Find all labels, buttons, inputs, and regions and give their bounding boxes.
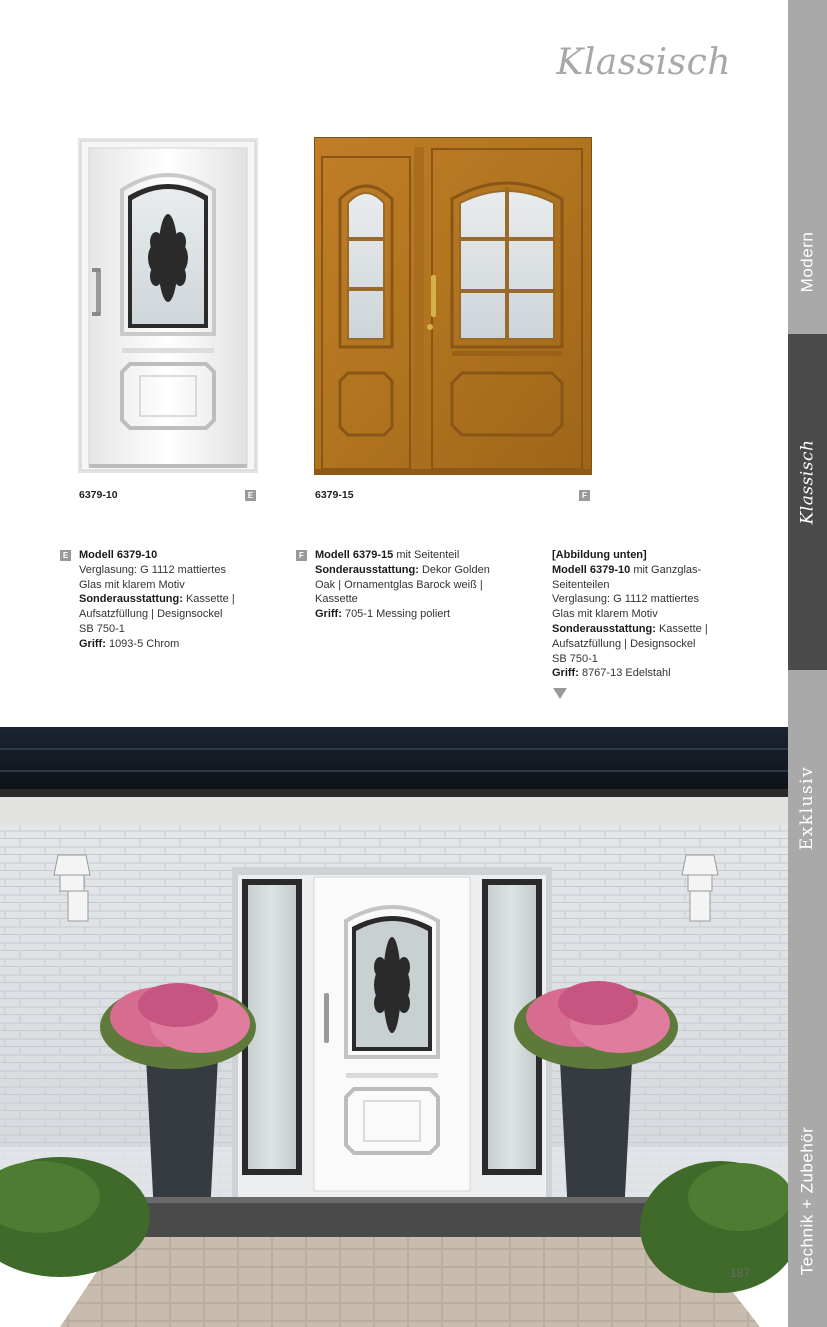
product-code-6379-15: 6379-15 bbox=[315, 489, 354, 501]
glazing-line: Glas mit klarem Motiv bbox=[79, 578, 185, 591]
handle-label: Griff: bbox=[79, 637, 106, 650]
house-entrance-photo bbox=[0, 727, 788, 1327]
glazing-line: Verglasung: G 1112 mattiertes bbox=[79, 563, 226, 576]
extras-line: Aufsatzfüllung | Designsockel bbox=[552, 637, 696, 650]
model-label: Modell 6379-15 bbox=[315, 549, 394, 561]
model-label: Modell 6379-10 bbox=[79, 549, 158, 561]
sidebar-tab-klassisch[interactable] bbox=[788, 334, 827, 670]
model-suffix: mit Seitenteil bbox=[393, 549, 460, 561]
description-6379-15 bbox=[315, 548, 490, 622]
extras-label: Sonderausstattung: bbox=[79, 593, 183, 606]
door-image-6379-15 bbox=[314, 137, 592, 475]
extras-text: Kassette | bbox=[182, 593, 235, 606]
handle-label: Griff: bbox=[552, 667, 579, 680]
desc-badge-f: F bbox=[296, 550, 307, 561]
note-label: [Abbildung unten] bbox=[552, 549, 647, 561]
model-suffix: mit Ganzglas- bbox=[630, 563, 702, 576]
extras-text: Dekor Golden bbox=[418, 563, 490, 576]
extras-line: Aufsatzfüllung | Designsockel bbox=[79, 608, 223, 621]
extras-line: Oak | Ornamentglas Barock weiß | bbox=[315, 578, 483, 591]
glazing-line: Glas mit klarem Motiv bbox=[552, 608, 658, 621]
product-badge: E bbox=[245, 490, 256, 501]
handle-text: 705-1 Messing poliert bbox=[341, 608, 451, 621]
page-title: Klassisch bbox=[556, 42, 731, 83]
sidebar-tab-label: Klassisch bbox=[797, 439, 818, 525]
extras-label: Sonderausstattung: bbox=[552, 622, 656, 635]
description-6379-10 bbox=[79, 548, 235, 652]
model-label: Modell 6379-10 bbox=[552, 563, 631, 576]
extras-line: SB 750-1 bbox=[79, 622, 125, 635]
product-badge: F bbox=[579, 490, 590, 501]
page-number: 187 bbox=[730, 1266, 751, 1280]
sidebar-tab-label: Modern bbox=[797, 231, 817, 293]
product-code-6379-10: 6379-10 bbox=[79, 489, 118, 501]
arrow-down-icon bbox=[553, 688, 567, 699]
door-image-6379-10 bbox=[78, 138, 258, 473]
sidebar-tab-label: Technik + Zubehör bbox=[797, 1126, 817, 1276]
handle-text: 8767-13 Edelstahl bbox=[578, 667, 671, 680]
extras-line: Kassette bbox=[315, 593, 358, 606]
sidebar-tab-label: Exklusiv bbox=[797, 765, 818, 850]
sidebar-tab-modern[interactable] bbox=[788, 0, 827, 334]
extras-text: Kassette | bbox=[655, 622, 708, 635]
extras-label: Sonderausstattung: bbox=[315, 563, 419, 576]
desc-badge-e: E bbox=[60, 550, 71, 561]
desc-line: Seitenteilen bbox=[552, 578, 610, 591]
extras-line: SB 750-1 bbox=[552, 652, 598, 665]
sidebar-tab-exklusiv[interactable] bbox=[788, 670, 827, 1015]
glazing-line: Verglasung: G 1112 mattiertes bbox=[552, 593, 699, 606]
sidebar-tab-technik[interactable] bbox=[788, 1015, 827, 1327]
description-below-image bbox=[552, 548, 708, 681]
sidebar bbox=[788, 0, 827, 1327]
handle-text: 1093-5 Chrom bbox=[105, 637, 180, 650]
handle-label: Griff: bbox=[315, 608, 342, 621]
